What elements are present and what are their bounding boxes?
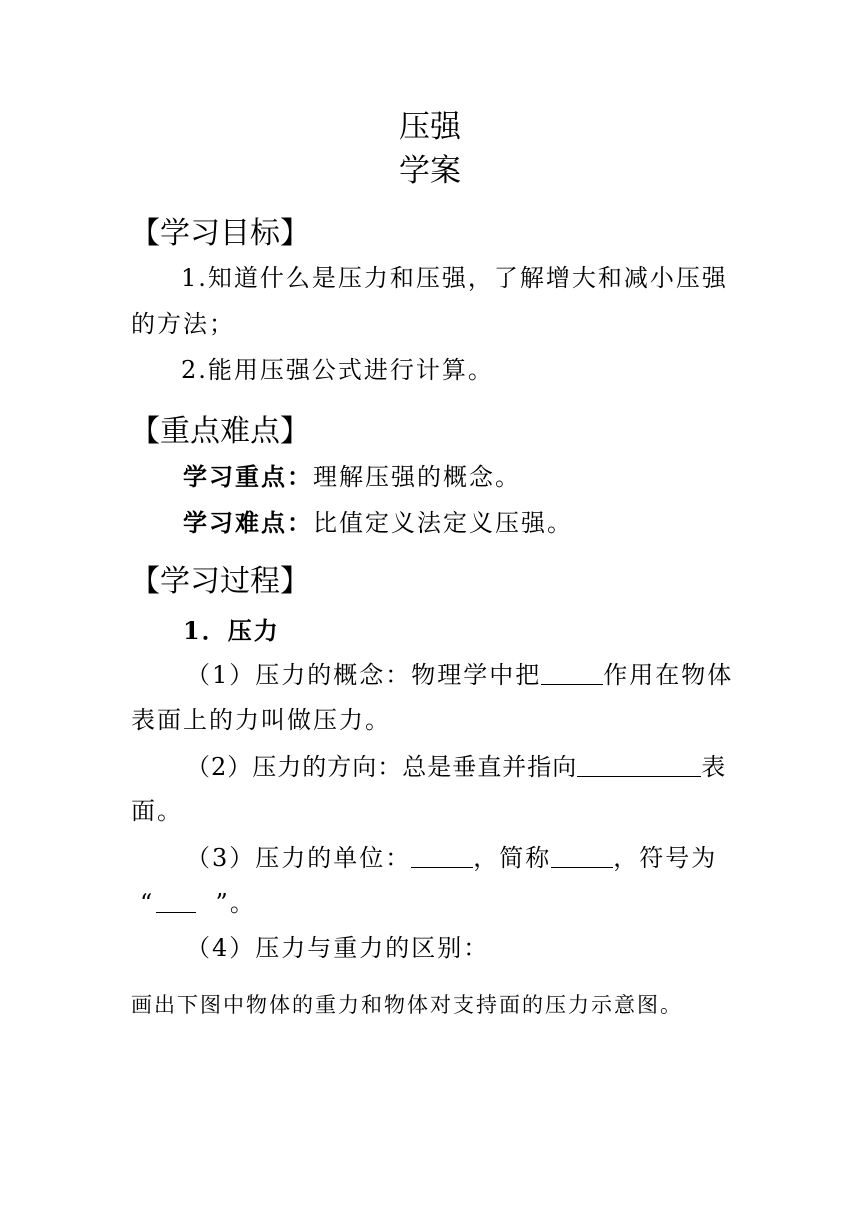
difficulty-text: 比值定义法定义压强。 [313,509,573,537]
drawing-instruction: 画出下图中物体的重力和物体对支持面的压力示意图。 [131,993,683,1017]
difficulty-label: 学习难点： [183,508,313,537]
subsection-pressure: 1．压力 [183,616,280,645]
answer-blank[interactable] [156,890,196,913]
question-3-middle: ，简称 [473,844,552,872]
answer-blank[interactable] [551,845,613,868]
question-2-prefix: （2）压力的方向：总是垂直并指向 [186,753,578,781]
doc-subtitle: 学案 [399,153,461,189]
question-1-prefix: （1）压力的概念：物理学中把 [186,661,542,689]
answer-blank[interactable] [577,754,701,777]
question-1-line1 [186,662,733,687]
difficulty-line [183,508,573,537]
focus-label: 学习重点： [183,462,313,491]
open-quote: “ [140,889,155,917]
question-3-suffix: ，符号为 [613,844,718,872]
close-quote: ”。 [215,889,256,917]
question-2-suffix: 表 [701,753,727,781]
doc-title: 压强 [399,109,461,145]
objective-2: 2.能用压强公式进行计算。 [181,356,494,384]
answer-blank[interactable] [411,845,473,868]
question-1-suffix: 作用在物体 [603,661,734,689]
objective-1-line1: 1.知道什么是压力和压强，了解增大和减小压强 [181,264,728,292]
focus-line [183,462,521,491]
section-heading-objectives: 【学习目标】 [130,216,310,251]
section-heading-process: 【学习过程】 [130,564,310,599]
question-2-line1 [186,754,726,779]
answer-blank[interactable] [541,662,603,685]
question-3-line1 [186,845,717,870]
question-4: （4）压力与重力的区别： [186,934,490,962]
question-3-line2 [140,890,256,915]
objective-1-line2: 的方法； [131,310,235,338]
focus-text: 理解压强的概念。 [313,463,521,491]
question-2-line2: 面。 [131,797,183,825]
question-1-line2: 表面上的力叫做压力。 [131,706,391,734]
section-heading-key-points: 【重点难点】 [130,414,310,449]
question-3-prefix: （3）压力的单位： [186,844,412,872]
